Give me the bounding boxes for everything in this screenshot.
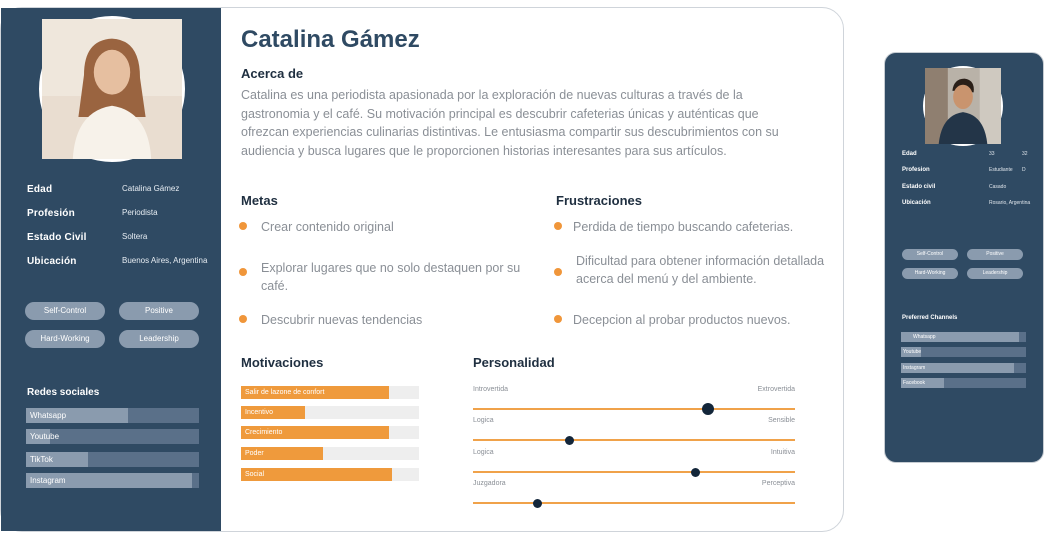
bullet-icon	[554, 315, 562, 323]
slider-left-label: Juzgadora	[473, 480, 506, 487]
slider-right-label: Sensible	[768, 417, 795, 424]
bullet-icon	[239, 222, 247, 230]
social-bar-label: TikTok	[30, 455, 53, 464]
secondary-age-label: Edad	[902, 151, 917, 157]
motivation-bar-label: Incentivo	[245, 409, 274, 416]
bullet-icon	[239, 268, 247, 276]
slider-left-label: Logica	[473, 449, 494, 456]
motivation-bar-label: Poder	[245, 450, 264, 457]
frustrations-title: Frustraciones	[556, 193, 642, 208]
channel-bar	[901, 332, 1026, 342]
secondary-trait-chip: Leadership	[967, 268, 1023, 279]
secondary-location-label: Ubicación	[902, 200, 931, 206]
channel-bar-label: Instagram	[903, 365, 926, 371]
channel-bar	[901, 347, 1026, 357]
portrait-image	[925, 68, 1001, 144]
motivation-bar	[241, 468, 419, 481]
marital-status-label: Estado Civil	[27, 232, 87, 243]
secondary-profession-value: Estudiante	[989, 167, 1013, 173]
location-label: Ubicación	[27, 256, 77, 267]
slider-track	[473, 502, 795, 504]
secondary-age-value-2: 32	[1022, 151, 1028, 157]
persona-name: Catalina Gámez	[241, 26, 420, 53]
slider-left-label: Introvertida	[473, 386, 509, 393]
personality-slider	[473, 386, 795, 418]
trait-chip: Leadership	[119, 330, 199, 348]
goal-item: Explorar lugares que no solo destaquen por su café.	[261, 261, 521, 293]
profession-value: Periodista	[122, 208, 158, 217]
secondary-trait-chip: Self-Control	[902, 249, 958, 260]
social-bar-label: Whatsapp	[30, 411, 67, 420]
motivation-bar	[241, 386, 419, 399]
persona-content	[241, 8, 831, 531]
social-bar-label: Youtube	[30, 432, 60, 441]
channel-bar-label: Youtube	[903, 349, 922, 355]
secondary-status-value: Casado	[989, 184, 1007, 190]
channel-bar-label: Whatsapp	[913, 334, 936, 340]
slider-knob	[691, 468, 700, 477]
slider-right-label: Extrovertida	[757, 386, 795, 393]
slider-track	[473, 439, 795, 441]
frustration-item: Perdida de tiempo buscando cafeterias.	[573, 220, 794, 234]
secondary-info-row	[902, 184, 1042, 194]
channel-bar	[901, 363, 1026, 373]
motivation-bar	[241, 447, 419, 460]
secondary-info-row	[902, 200, 1042, 210]
persona-avatar	[39, 16, 185, 162]
location-value: Buenos Aires, Argentina	[122, 256, 208, 265]
channel-bar	[901, 378, 1026, 388]
slider-left-label: Logica	[473, 417, 494, 424]
goal-item: Descubrir nuevas tendencias	[261, 313, 423, 327]
profession-label: Profesión	[27, 208, 75, 219]
bullet-icon	[554, 222, 562, 230]
about-text: Catalina es una periodista apasionada por la exploración de nuevas culturas a través de la gastronomia y el café. Su motivación principal es descubrir cafeterias únicas y auténticas que ofrezcan experiencias culinarias distintivas. Le entusiasma compartir sus descubrimientos con su audiencia y busca lugares que le proporcionen historias interesantes para sus artículos.	[241, 88, 779, 158]
motivation-bar	[241, 426, 419, 439]
age-value: Catalina Gámez	[122, 184, 180, 193]
secondary-status-label: Estado civil	[902, 184, 936, 190]
trait-chip: Self-Control	[25, 302, 105, 320]
channel-bar-label: Facebook	[903, 380, 925, 386]
secondary-profession-label: Profesion	[902, 167, 930, 173]
slider-right-label: Perceptiva	[761, 480, 795, 487]
bullet-icon	[239, 315, 247, 323]
motivation-bar-label: Crecimiento	[245, 429, 283, 436]
social-bar	[26, 473, 199, 488]
trait-chip: Positive	[119, 302, 199, 320]
social-bar-label: Instagram	[30, 476, 66, 485]
secondary-persona-card	[884, 52, 1044, 463]
trait-chip: Hard-Working	[25, 330, 105, 348]
secondary-info-row	[902, 167, 1042, 177]
personality-title: Personalidad	[473, 355, 555, 370]
goal-item: Crear contenido original	[261, 220, 394, 234]
slider-track	[473, 471, 795, 473]
persona-card	[0, 7, 844, 532]
persona-info	[27, 184, 217, 280]
secondary-channels-title: Preferred Channels	[902, 315, 958, 321]
social-bar	[26, 452, 199, 467]
motivation-bar	[241, 406, 419, 419]
marital-status-value: Soltera	[122, 232, 148, 241]
portrait-image	[42, 19, 182, 159]
secondary-info-row	[902, 151, 1042, 161]
secondary-trait-chip: Positive	[967, 249, 1023, 260]
bullet-icon	[554, 268, 562, 276]
secondary-location-value: Rosario, Argentina	[989, 200, 1031, 206]
secondary-profession-value-2: D	[1022, 167, 1026, 173]
secondary-trait-chip: Hard-Working	[902, 268, 958, 279]
social-bar	[26, 429, 199, 444]
slider-right-label: Intuitiva	[770, 449, 795, 456]
personality-slider	[473, 417, 795, 449]
slider-knob	[533, 499, 542, 508]
slider-knob	[565, 436, 574, 445]
slider-knob	[702, 403, 714, 415]
motivation-bar-label: Salir de lazone de confort	[245, 389, 325, 396]
motivations-title: Motivaciones	[241, 355, 324, 370]
secondary-age-value: 33	[989, 151, 995, 157]
about-title: Acerca de	[241, 66, 304, 81]
persona-sidebar	[1, 8, 221, 531]
slider-track	[473, 408, 795, 410]
motivation-bar-label: Social	[245, 471, 265, 478]
secondary-avatar	[923, 66, 1003, 146]
goals-title: Metas	[241, 193, 278, 208]
personality-slider	[473, 449, 795, 481]
personality-slider	[473, 480, 795, 512]
age-label: Edad	[27, 184, 53, 195]
frustration-item: Decepcion al probar productos nuevos.	[573, 313, 791, 327]
social-title: Redes sociales	[27, 387, 100, 398]
social-bar	[26, 408, 199, 423]
frustration-item: Dificultad para obtener información detallada acerca del menú y del ambiente.	[576, 254, 825, 286]
